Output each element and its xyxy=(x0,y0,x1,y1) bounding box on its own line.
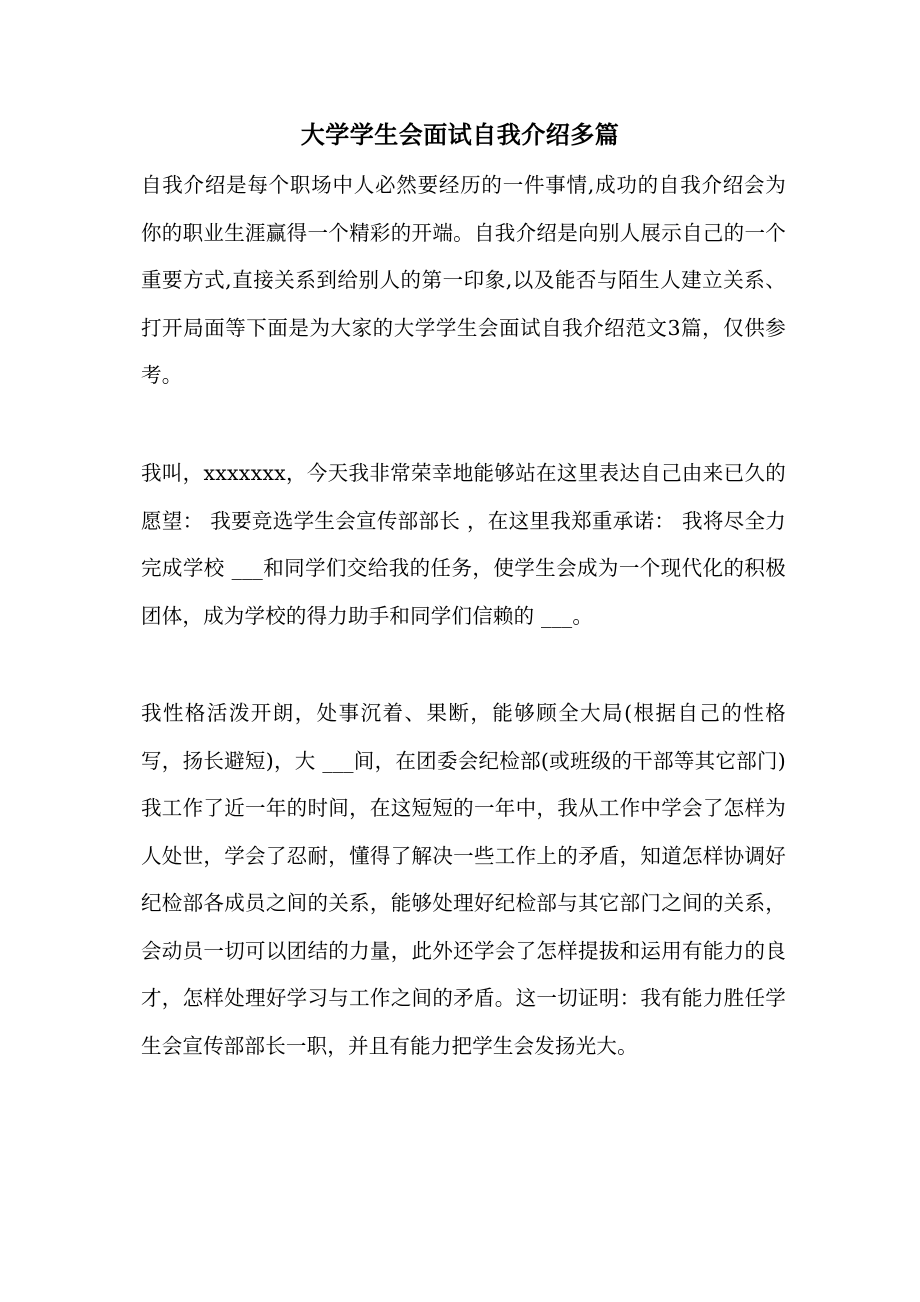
paragraph-self-introduction: 我叫，xxxxxxx，今天我非常荣幸地能够站在这里表达自己由来已久的愿望： 我要竞选学生会宣传部部长 ，在这里我郑重承诺： 我将尽全力完成学校 ___和同学们交给我的任务，使学生会成为一个现代化的积极团体，成为学校的得力助手和同学们信赖的 ___。 xyxy=(141,461,786,628)
document-title: 大学学生会面试自我介绍多篇 xyxy=(300,121,620,149)
paragraph-personality: 我性格活泼开朗，处事沉着、果断，能够顾全大局(根据自己的性格写，扬长避短)，大 ___间，在团委会纪检部(或班级的干部等其它部门)我工作了近一年的时间，在这短短的一年中，我从工作中学会了怎样为人处世，学会了忍耐，懂得了解决一些工作上的矛盾，知道怎样协调好纪检部各成员之间的关系，能够处理好纪检部与其它部门之间的关系，会动员一切可以团结的力量，此外还学会了怎样提拔和运用有能力的良才，怎样处理好学习与工作之间的矛盾。这一切证明：我有能力胜任学生会宣传部部长一职，并且有能力把学生会发扬光大。 xyxy=(141,701,786,1058)
paragraph-intro: 自我介绍是每个职场中人必然要经历的一件事情,成功的自我介绍会为你的职业生涯赢得一个精彩的开端。自我介绍是向别人展示自己的一个重要方式,直接关系到给别人的第一印象,以及能否与陌生人建立关系、打开局面等下面是为大家的大学学生会面试自我介绍范文3篇，仅供参考。 xyxy=(141,173,786,387)
